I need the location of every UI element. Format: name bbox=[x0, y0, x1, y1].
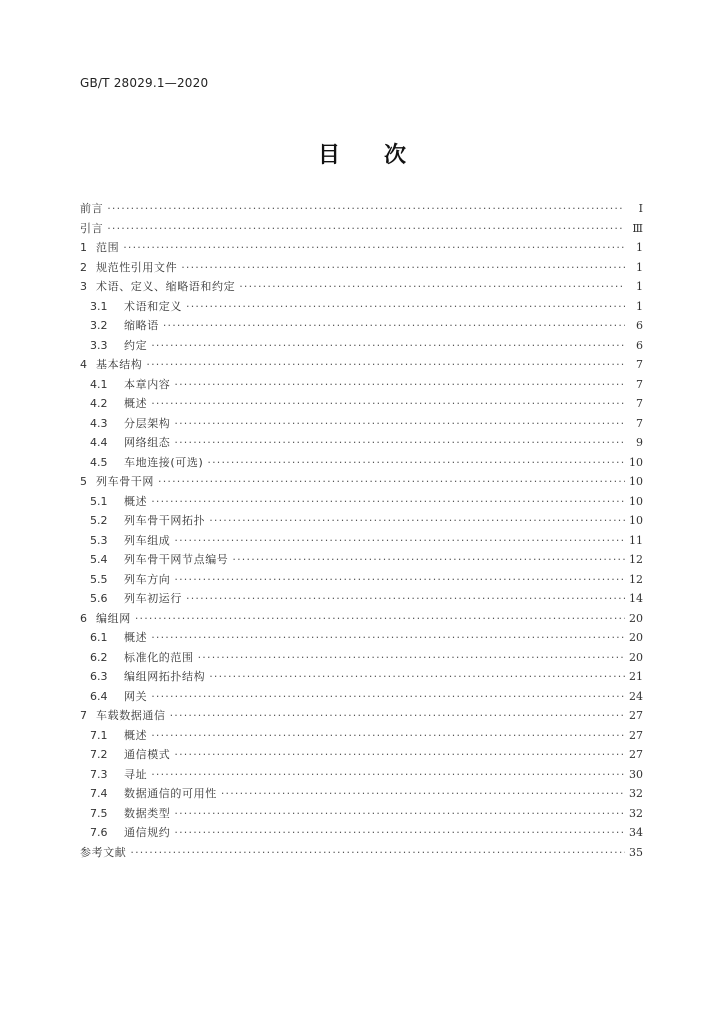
toc-entry-number: 7.3 bbox=[90, 767, 108, 781]
toc-dot-leader bbox=[151, 765, 625, 785]
toc-dot-leader bbox=[209, 511, 625, 531]
toc-entry-number: 3 bbox=[80, 280, 87, 293]
toc-entry[interactable] bbox=[80, 843, 643, 863]
toc-entry[interactable] bbox=[80, 414, 643, 434]
toc-dot-leader bbox=[239, 277, 625, 297]
toc-dot-leader bbox=[207, 453, 625, 473]
toc-entry-label: 引言 bbox=[80, 221, 104, 235]
toc-entry-label: 车载数据通信 bbox=[96, 709, 166, 722]
toc-entry-number: 6.1 bbox=[90, 631, 108, 644]
toc-entry-label: 概述 bbox=[124, 397, 148, 410]
toc-entry-number: 5.1 bbox=[90, 494, 108, 508]
toc-entry-page: 7 bbox=[636, 377, 643, 391]
toc-entry-label: 网关 bbox=[124, 689, 148, 703]
toc-entry-number: 7.5 bbox=[90, 806, 108, 820]
toc-entry-page: 7 bbox=[636, 358, 643, 371]
table-of-contents bbox=[80, 199, 643, 862]
toc-entry[interactable] bbox=[80, 472, 643, 492]
toc-entry-page: 12 bbox=[629, 553, 643, 566]
toc-dot-leader bbox=[151, 726, 625, 746]
toc-entry[interactable] bbox=[80, 258, 643, 278]
toc-entry-number: 3.1 bbox=[90, 299, 108, 313]
toc-entry[interactable] bbox=[80, 726, 643, 746]
toc-entry[interactable] bbox=[80, 648, 643, 668]
toc-entry-page: 1 bbox=[636, 299, 643, 313]
toc-dot-leader bbox=[174, 570, 625, 590]
toc-entry-page: 20 bbox=[629, 650, 643, 664]
toc-entry[interactable] bbox=[80, 277, 643, 297]
toc-entry[interactable] bbox=[80, 609, 643, 629]
toc-entry[interactable] bbox=[80, 765, 643, 785]
toc-dot-leader bbox=[151, 687, 625, 707]
toc-dot-leader bbox=[174, 745, 625, 765]
toc-dot-leader bbox=[174, 531, 625, 551]
toc-entry-label: 基本结构 bbox=[96, 358, 143, 371]
toc-dot-leader bbox=[151, 492, 625, 512]
toc-dot-leader bbox=[174, 414, 625, 434]
toc-entry-page: Ⅰ bbox=[638, 202, 643, 215]
toc-entry-page: 34 bbox=[629, 826, 643, 839]
toc-entry[interactable] bbox=[80, 823, 643, 843]
toc-dot-leader bbox=[170, 706, 625, 726]
toc-entry-number: 5.2 bbox=[90, 514, 108, 527]
toc-entry[interactable] bbox=[80, 433, 643, 453]
toc-dot-leader bbox=[174, 375, 625, 395]
toc-entry-number: 6 bbox=[80, 611, 87, 625]
toc-entry-label: 参考文献 bbox=[80, 845, 127, 859]
toc-entry[interactable] bbox=[80, 199, 643, 219]
toc-dot-leader bbox=[151, 336, 625, 356]
toc-dot-leader bbox=[186, 589, 625, 609]
toc-entry[interactable] bbox=[80, 316, 643, 336]
toc-entry-number: 7.4 bbox=[90, 787, 108, 800]
toc-entry-label: 列车骨干网节点编号 bbox=[124, 553, 229, 566]
toc-dot-leader bbox=[130, 843, 625, 863]
toc-entry-label: 列车骨干网 bbox=[96, 475, 154, 488]
toc-entry-page: 30 bbox=[629, 767, 643, 781]
toc-entry-label: 列车方向 bbox=[124, 572, 171, 586]
toc-entry-page: 10 bbox=[629, 455, 643, 469]
toc-entry-label: 范围 bbox=[96, 241, 120, 254]
toc-entry[interactable] bbox=[80, 706, 643, 726]
toc-entry-page: 10 bbox=[629, 475, 643, 488]
toc-entry-number: 4.3 bbox=[90, 416, 108, 430]
toc-entry-page: 6 bbox=[636, 319, 643, 332]
page-title bbox=[0, 138, 724, 169]
toc-dot-leader bbox=[174, 804, 625, 824]
toc-entry-number: 7 bbox=[80, 709, 87, 722]
toc-entry-label: 缩略语 bbox=[124, 319, 159, 332]
toc-entry-label: 术语、定义、缩略语和约定 bbox=[96, 280, 236, 293]
toc-entry-page: 7 bbox=[636, 416, 643, 430]
toc-entry-number: 4.4 bbox=[90, 436, 108, 449]
toc-entry-label: 通信模式 bbox=[124, 748, 171, 761]
toc-entry-number: 6.4 bbox=[90, 689, 108, 703]
toc-entry[interactable] bbox=[80, 238, 643, 258]
toc-entry-label: 列车初运行 bbox=[124, 592, 182, 605]
toc-entry-number: 5 bbox=[80, 475, 87, 488]
toc-entry-page: 9 bbox=[636, 436, 643, 449]
standard-number: GB/T 28029.1—2020 bbox=[80, 76, 209, 90]
toc-entry-page: 20 bbox=[629, 631, 643, 644]
toc-entry-label: 约定 bbox=[124, 338, 148, 352]
toc-entry[interactable] bbox=[80, 219, 643, 239]
toc-entry-page: 27 bbox=[629, 728, 643, 742]
toc-dot-leader bbox=[123, 238, 625, 258]
toc-dot-leader bbox=[232, 550, 625, 570]
toc-entry-number: 7.1 bbox=[90, 728, 108, 742]
title-char-2: 次 bbox=[384, 142, 407, 168]
toc-entry-label: 术语和定义 bbox=[124, 299, 182, 313]
toc-entry-page: 7 bbox=[636, 397, 643, 410]
toc-entry-label: 概述 bbox=[124, 728, 148, 742]
toc-entry-page: 35 bbox=[629, 845, 643, 859]
toc-entry-number: 2 bbox=[80, 260, 87, 274]
toc-entry[interactable] bbox=[80, 628, 643, 648]
toc-entry-page: 10 bbox=[629, 494, 643, 508]
toc-entry-label: 列车组成 bbox=[124, 533, 171, 547]
toc-entry[interactable] bbox=[80, 589, 643, 609]
toc-entry-number: 7.6 bbox=[90, 826, 108, 839]
toc-entry-page: 20 bbox=[629, 611, 643, 625]
toc-entry[interactable] bbox=[80, 336, 643, 356]
toc-dot-leader bbox=[107, 199, 625, 219]
toc-dot-leader bbox=[198, 648, 625, 668]
toc-entry-number: 4.1 bbox=[90, 377, 108, 391]
toc-entry-label: 规范性引用文件 bbox=[96, 260, 178, 274]
toc-entry[interactable] bbox=[80, 492, 643, 512]
toc-entry-page: 32 bbox=[629, 806, 643, 820]
toc-entry-number: 5.4 bbox=[90, 553, 108, 566]
toc-entry-page: 10 bbox=[629, 514, 643, 527]
toc-entry[interactable] bbox=[80, 531, 643, 551]
toc-dot-leader bbox=[135, 609, 625, 629]
toc-entry[interactable] bbox=[80, 745, 643, 765]
toc-entry[interactable] bbox=[80, 550, 643, 570]
toc-entry-number: 3.3 bbox=[90, 338, 108, 352]
toc-entry-page: Ⅲ bbox=[632, 221, 643, 235]
toc-entry-page: 14 bbox=[629, 592, 643, 605]
toc-dot-leader bbox=[151, 394, 625, 414]
toc-entry-page: 27 bbox=[629, 748, 643, 761]
toc-entry-label: 本章内容 bbox=[124, 377, 171, 391]
toc-entry[interactable] bbox=[80, 687, 643, 707]
toc-entry-label: 数据通信的可用性 bbox=[124, 787, 217, 800]
toc-entry-label: 寻址 bbox=[124, 767, 148, 781]
toc-entry-label: 前言 bbox=[80, 202, 104, 215]
toc-dot-leader bbox=[158, 472, 625, 492]
toc-entry-label: 标准化的范围 bbox=[124, 650, 194, 664]
toc-entry-number: 5.5 bbox=[90, 572, 108, 586]
toc-dot-leader bbox=[174, 433, 625, 453]
toc-dot-leader bbox=[221, 784, 625, 804]
toc-entry-page: 27 bbox=[629, 709, 643, 722]
toc-entry[interactable] bbox=[80, 394, 643, 414]
toc-entry-number: 5.6 bbox=[90, 592, 108, 605]
toc-entry-page: 1 bbox=[636, 260, 643, 274]
toc-entry-number: 6.2 bbox=[90, 650, 108, 664]
toc-entry[interactable] bbox=[80, 570, 643, 590]
toc-entry-number: 5.3 bbox=[90, 533, 108, 547]
toc-entry-label: 概述 bbox=[124, 631, 148, 644]
toc-entry[interactable] bbox=[80, 297, 643, 317]
toc-entry[interactable] bbox=[80, 667, 643, 687]
toc-entry[interactable] bbox=[80, 355, 643, 375]
toc-entry-number: 4.2 bbox=[90, 397, 108, 410]
toc-entry-page: 11 bbox=[629, 533, 643, 547]
toc-entry-label: 概述 bbox=[124, 494, 148, 508]
toc-dot-leader bbox=[151, 628, 625, 648]
toc-entry-label: 车地连接(可选) bbox=[124, 455, 204, 469]
toc-entry-label: 列车骨干网拓扑 bbox=[124, 514, 206, 527]
toc-dot-leader bbox=[107, 219, 625, 239]
toc-entry[interactable] bbox=[80, 453, 643, 473]
title-char-1: 目 bbox=[317, 142, 340, 168]
toc-entry-label: 网络组态 bbox=[124, 436, 171, 449]
toc-entry-number: 6.3 bbox=[90, 670, 108, 683]
toc-entry-label: 编组网 bbox=[96, 611, 131, 625]
toc-entry-page: 12 bbox=[629, 572, 643, 586]
toc-dot-leader bbox=[186, 297, 625, 317]
toc-dot-leader bbox=[209, 667, 625, 687]
toc-entry-page: 1 bbox=[636, 241, 643, 254]
toc-entry-page: 24 bbox=[629, 689, 643, 703]
toc-dot-leader bbox=[181, 258, 625, 278]
toc-entry-page: 1 bbox=[636, 280, 643, 293]
toc-entry-number: 4 bbox=[80, 358, 87, 371]
toc-entry-label: 通信规约 bbox=[124, 826, 171, 839]
toc-entry-label: 编组网拓扑结构 bbox=[124, 670, 206, 683]
toc-entry-page: 32 bbox=[629, 787, 643, 800]
toc-entry[interactable] bbox=[80, 784, 643, 804]
toc-entry-label: 数据类型 bbox=[124, 806, 171, 820]
toc-entry-number: 1 bbox=[80, 241, 87, 254]
toc-entry-number: 7.2 bbox=[90, 748, 108, 761]
toc-entry-number: 4.5 bbox=[90, 455, 108, 469]
toc-entry-number: 3.2 bbox=[90, 319, 108, 332]
toc-dot-leader bbox=[174, 823, 625, 843]
toc-entry[interactable] bbox=[80, 511, 643, 531]
toc-dot-leader bbox=[146, 355, 625, 375]
toc-dot-leader bbox=[163, 316, 625, 336]
toc-entry[interactable] bbox=[80, 375, 643, 395]
toc-entry[interactable] bbox=[80, 804, 643, 824]
toc-entry-page: 6 bbox=[636, 338, 643, 352]
toc-entry-label: 分层架构 bbox=[124, 416, 171, 430]
toc-entry-page: 21 bbox=[629, 670, 643, 683]
